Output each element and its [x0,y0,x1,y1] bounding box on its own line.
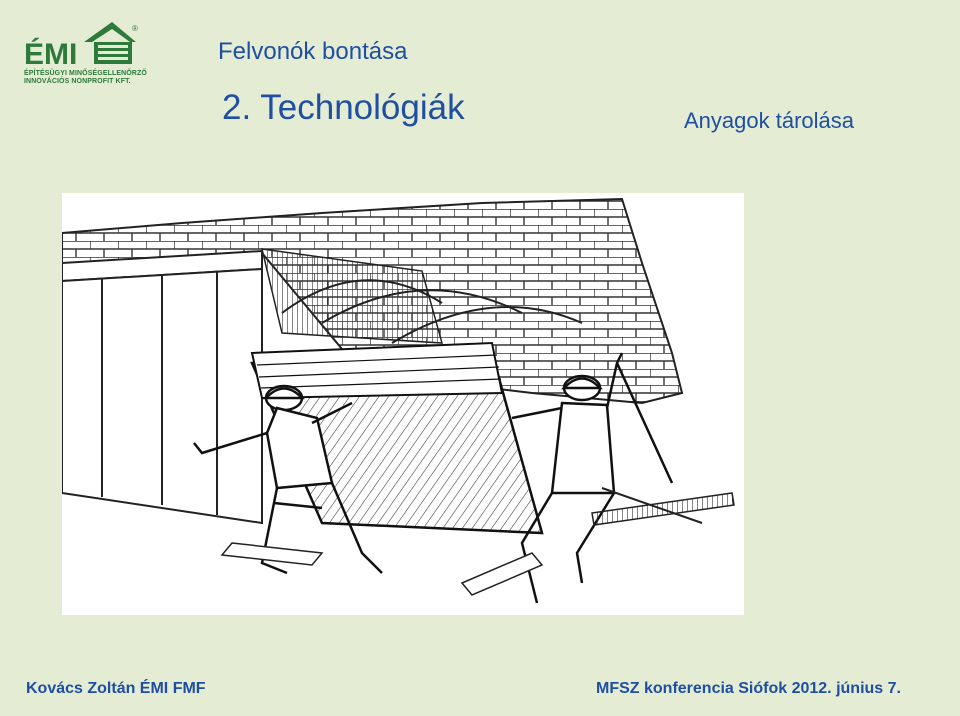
emi-logo-mark [22,20,140,70]
footer-conference: MFSZ konferencia Siófok 2012. június 7. [596,680,901,697]
logo-line-2: INNOVÁCIÓS NONPROFIT KFT. [24,78,131,85]
footer-author: Kovács Zoltán ÉMI FMF [26,680,206,697]
slide-subtitle: Anyagok tárolása [684,108,854,133]
logo-line-1: ÉPÍTÉSÜGYI MINŐSÉGELLENŐRZŐ [24,70,147,77]
registered-mark: ® [132,24,138,33]
logo-wordmark: ÉMI [24,38,78,70]
workers-carrying-panel-drawing [62,193,744,615]
material-storage-illustration [62,193,744,615]
slide-title: Felvonók bontása [218,38,408,65]
slide-main-title: 2. Technológiák [222,88,465,127]
emi-logo [22,20,147,86]
